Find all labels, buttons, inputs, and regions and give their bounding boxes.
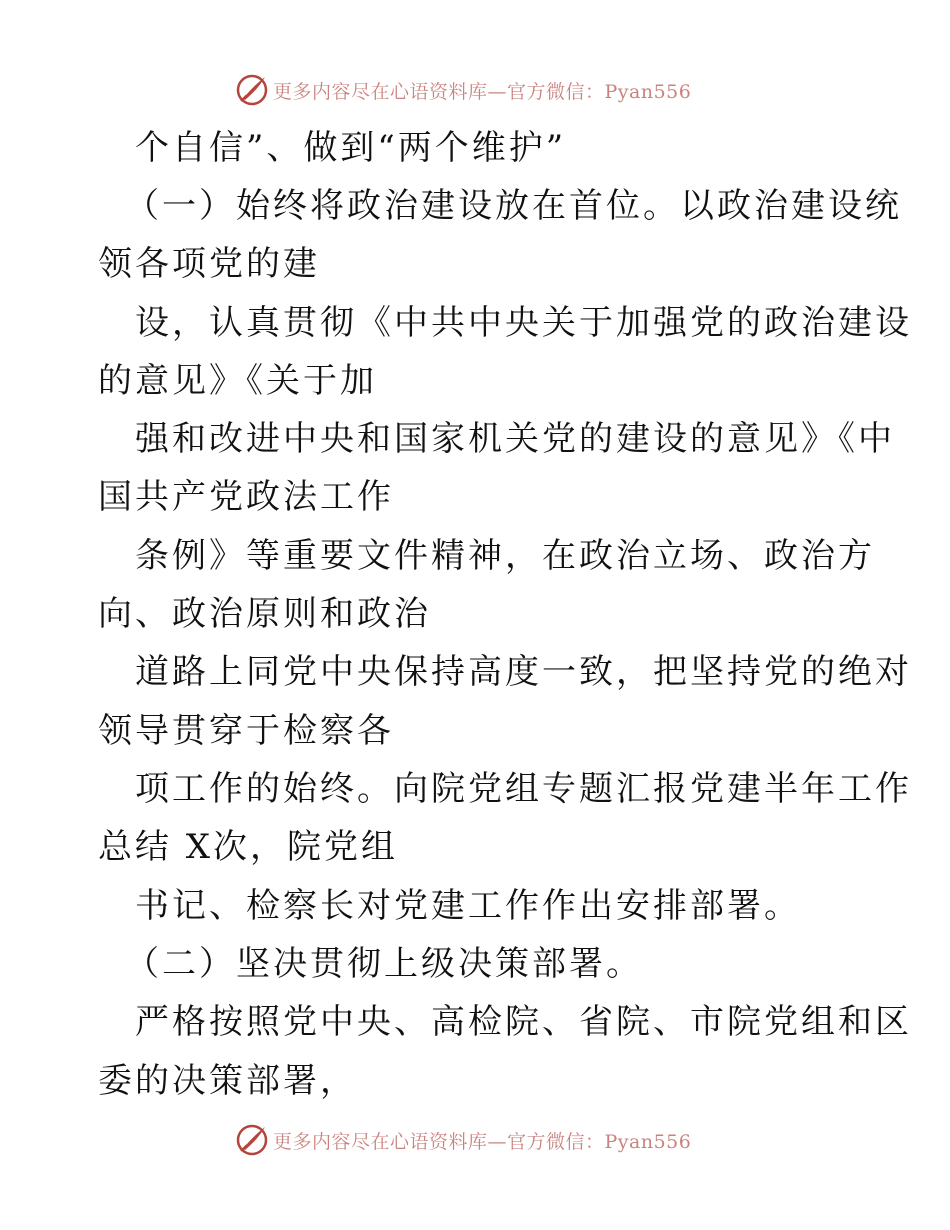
text-line: 设，认真贯彻《中共中央关于加强党的政治建设: [135, 303, 912, 343]
text-line: 总结 X次，院党组: [98, 827, 399, 867]
text-line: 道路上同党中央保持高度一致，把坚持党的绝对: [135, 652, 912, 692]
text-line: 条例》等重要文件精神，在政治立场、政治方: [135, 536, 875, 576]
text-line: （二）坚决贯彻上级决策部署。: [125, 944, 643, 984]
quill-logo-icon: [235, 1123, 269, 1157]
text-line: 向、政治原则和政治: [98, 594, 431, 634]
text-line: 领各项党的建: [98, 244, 320, 284]
footer-banner-text: 更多内容尽在心语资料库—官方微信：Pyan556: [273, 1130, 692, 1153]
text-line: 国共产党政法工作: [98, 477, 394, 517]
header-banner-text: 更多内容尽在心语资料库—官方微信：Pyan556: [273, 80, 692, 103]
text-line: 委的决策部署，: [98, 1061, 357, 1101]
text-line: 强和改进中央和国家机关党的建设的意见》《中: [135, 419, 895, 459]
text-line: 严格按照党中央、高检院、省院、市院党组和区: [135, 1002, 912, 1042]
text-line: （一）始终将政治建设放在首位。以政治建设统: [125, 186, 902, 226]
footer-banner: [235, 1122, 735, 1158]
text-line: 书记、检察长对党建工作作出安排部署。: [135, 886, 801, 926]
text-line: 项工作的始终。向院党组专题汇报党建半年工作: [135, 769, 912, 809]
text-line: 个自信”、做到“两个维护”: [135, 128, 567, 168]
text-line: 领导贯穿于检察各: [98, 711, 394, 751]
text-line: 的意见》《关于加: [98, 361, 377, 401]
